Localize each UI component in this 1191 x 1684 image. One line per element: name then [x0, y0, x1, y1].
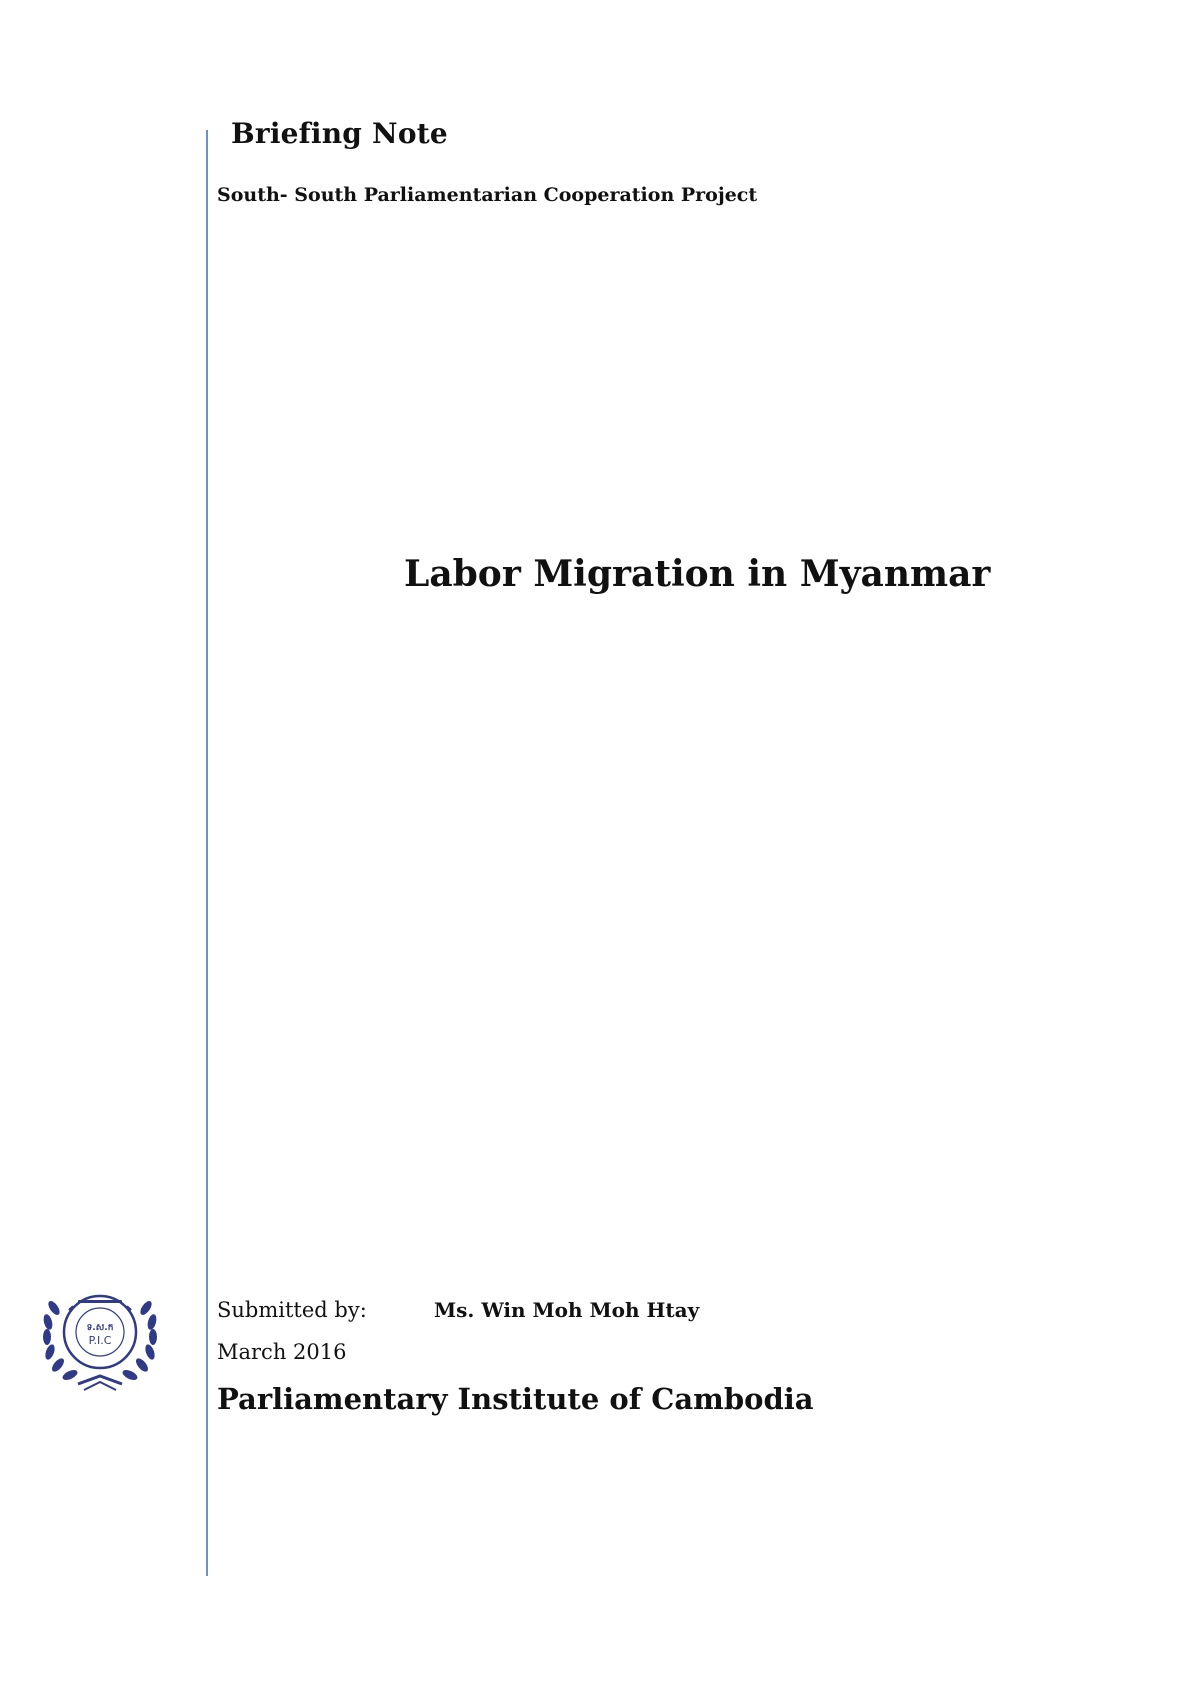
institution-name: Parliamentary Institute of Cambodia — [217, 1382, 814, 1416]
submitted-by-label: Submitted by: — [217, 1298, 367, 1322]
document-type-heading: Briefing Note — [231, 117, 448, 150]
submission-date: March 2016 — [217, 1340, 347, 1364]
project-subtitle: South- South Parliamentarian Cooperation Project — [217, 184, 758, 206]
pic-laurel-seal-icon — [34, 1272, 166, 1398]
logo-abbrev: P.I.C — [88, 1334, 112, 1347]
author-name: Ms. Win Moh Moh Htay — [434, 1298, 700, 1322]
margin-rule — [206, 130, 208, 1576]
logo-khmer-abbrev: ទ.ស.ក — [86, 1323, 114, 1333]
document-title: Labor Migration in Myanmar — [404, 553, 991, 595]
